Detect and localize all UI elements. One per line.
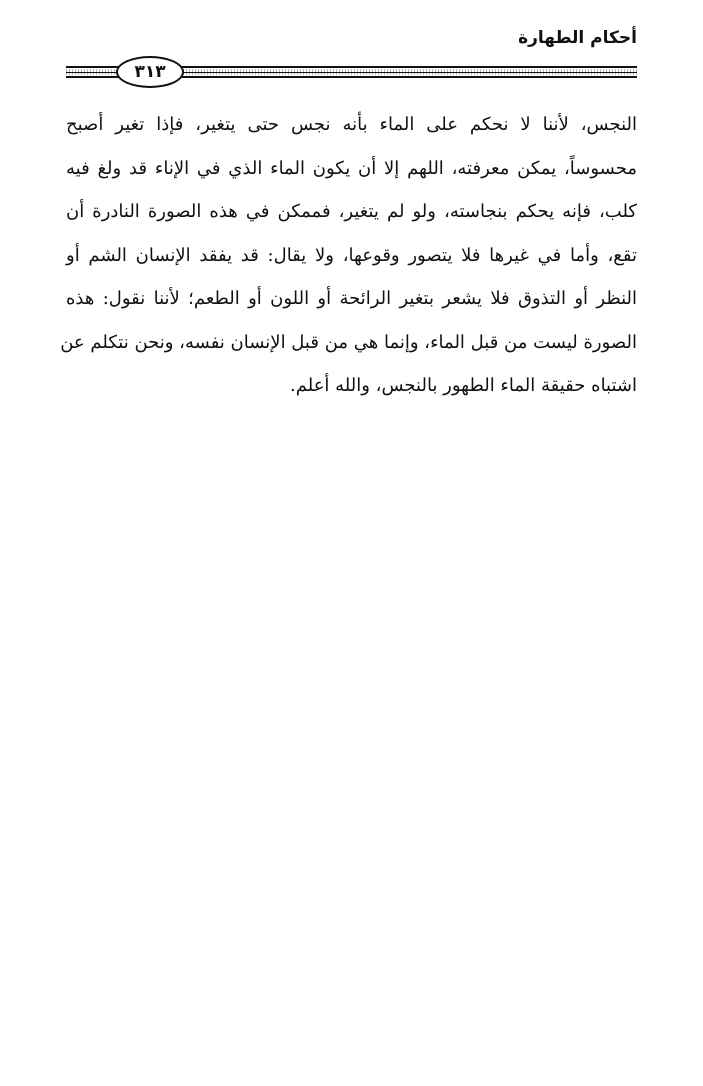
text-line-4: تقع، وأما في غيرها فلا يتصور وقوعها، ولا يقال: قد يفقد الإنسان الشم أو xyxy=(66,244,637,266)
text-line-2: محسوساً، يمكن معرفته، اللهم إلا أن يكون الماء الذي في الإناء قد ولغ فيه xyxy=(66,157,637,179)
text-line-7: اشتباه حقيقة الماء الطهور بالنجس، والله أعلم. xyxy=(290,375,637,396)
text-line-1: النجس، لأننا لا نحكم على الماء بأنه نجس حتى يتغير، فإذا تغير أصبح xyxy=(66,114,637,135)
text-line-5: النظر أو التذوق فلا يشعر بتغير الرائحة أو اللون أو الطعم؛ لأننا نقول: هذه xyxy=(66,288,637,309)
text-line-3: كلب، فإنه يحكم بنجاسته، ولو لم يتغير، فممكن في هذه الصورة النادرة أن xyxy=(66,201,637,222)
page-number-badge: ٣١٣ xyxy=(116,56,184,88)
running-title: أحكام الطهارة xyxy=(518,28,637,48)
body-paragraph xyxy=(60,103,637,408)
text-line-6: الصورة ليست من قبل الماء، وإنما هي من قبل الإنسان نفسه، ونحن نتكلم عن xyxy=(60,331,637,353)
